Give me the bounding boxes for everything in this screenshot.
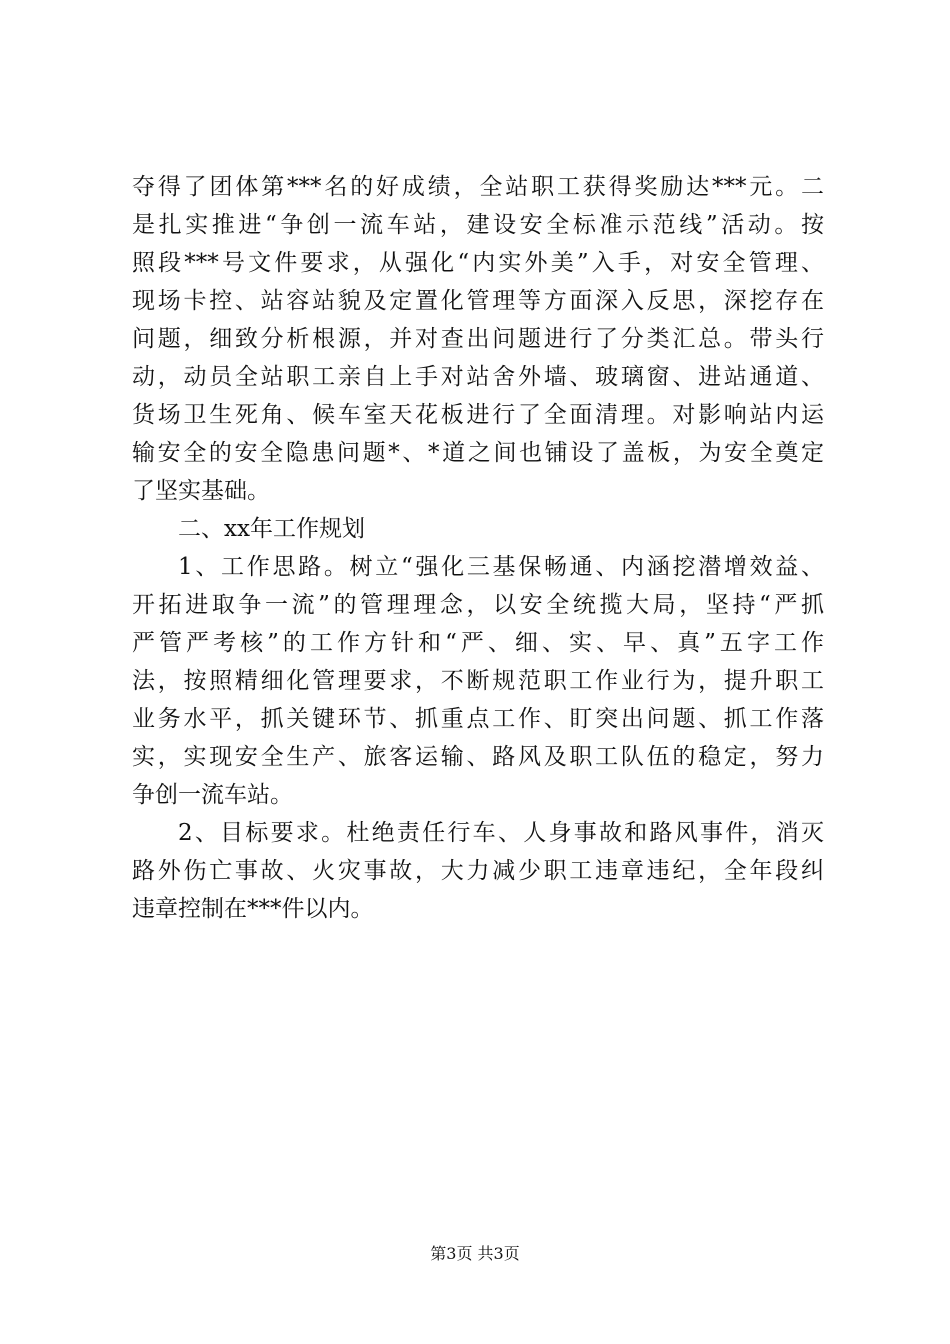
paragraph-line: 业务水平，抓关键环节、抓重点工作、盯突出问题、抓工作落 — [132, 706, 824, 732]
paragraph-line: 1、工作思路。树立“强化三基保畅通、内涵挖潜增效益、 — [178, 554, 824, 580]
paragraph-line: 了坚实基础。 — [132, 478, 270, 504]
paragraph-line: 现场卡控、站容站貌及定置化管理等方面深入反思，深挖存在 — [132, 288, 824, 314]
paragraph-line: 实，实现安全生产、旅客运输、路风及职工队伍的稳定，努力 — [132, 744, 824, 770]
paragraph-line: 货场卫生死角、候车室天花板进行了全面清理。对影响站内运 — [132, 402, 824, 428]
paragraph-line: 动，动员全站职工亲自上手对站舍外墙、玻璃窗、进站通道、 — [132, 364, 824, 390]
section-heading: 二、xx年工作规划 — [178, 516, 365, 542]
paragraph-line: 2、目标要求。杜绝责任行车、人身事故和路风事件，消灭 — [178, 820, 824, 846]
paragraph-line: 严管严考核”的工作方针和“严、细、实、早、真”五字工作 — [132, 630, 824, 656]
paragraph-line: 开拓进取争一流”的管理理念，以安全统揽大局，坚持“严抓 — [132, 592, 824, 618]
document-body — [132, 168, 824, 928]
paragraph-line: 问题，细致分析根源，并对查出问题进行了分类汇总。带头行 — [132, 326, 824, 352]
paragraph-line: 争创一流车站。 — [132, 782, 293, 808]
paragraph-line: 路外伤亡事故、火灾事故，大力减少职工违章违纪，全年段纠 — [132, 858, 824, 884]
paragraph-line: 法，按照精细化管理要求，不断规范职工作业行为，提升职工 — [132, 668, 824, 694]
page-footer: 第3页 共3页 — [430, 1244, 520, 1263]
paragraph-line: 违章控制在***件以内。 — [132, 896, 374, 922]
paragraph-line: 照段***号文件要求，从强化“内实外美”入手，对安全管理、 — [132, 250, 824, 276]
paragraph-line: 是扎实推进“争创一流车站，建设安全标准示范线”活动。按 — [132, 212, 824, 238]
paragraph-line: 夺得了团体第***名的好成绩，全站职工获得奖励达***元。二 — [132, 174, 824, 200]
paragraph-line: 输安全的安全隐患问题*、*道之间也铺设了盖板，为安全奠定 — [132, 440, 824, 466]
